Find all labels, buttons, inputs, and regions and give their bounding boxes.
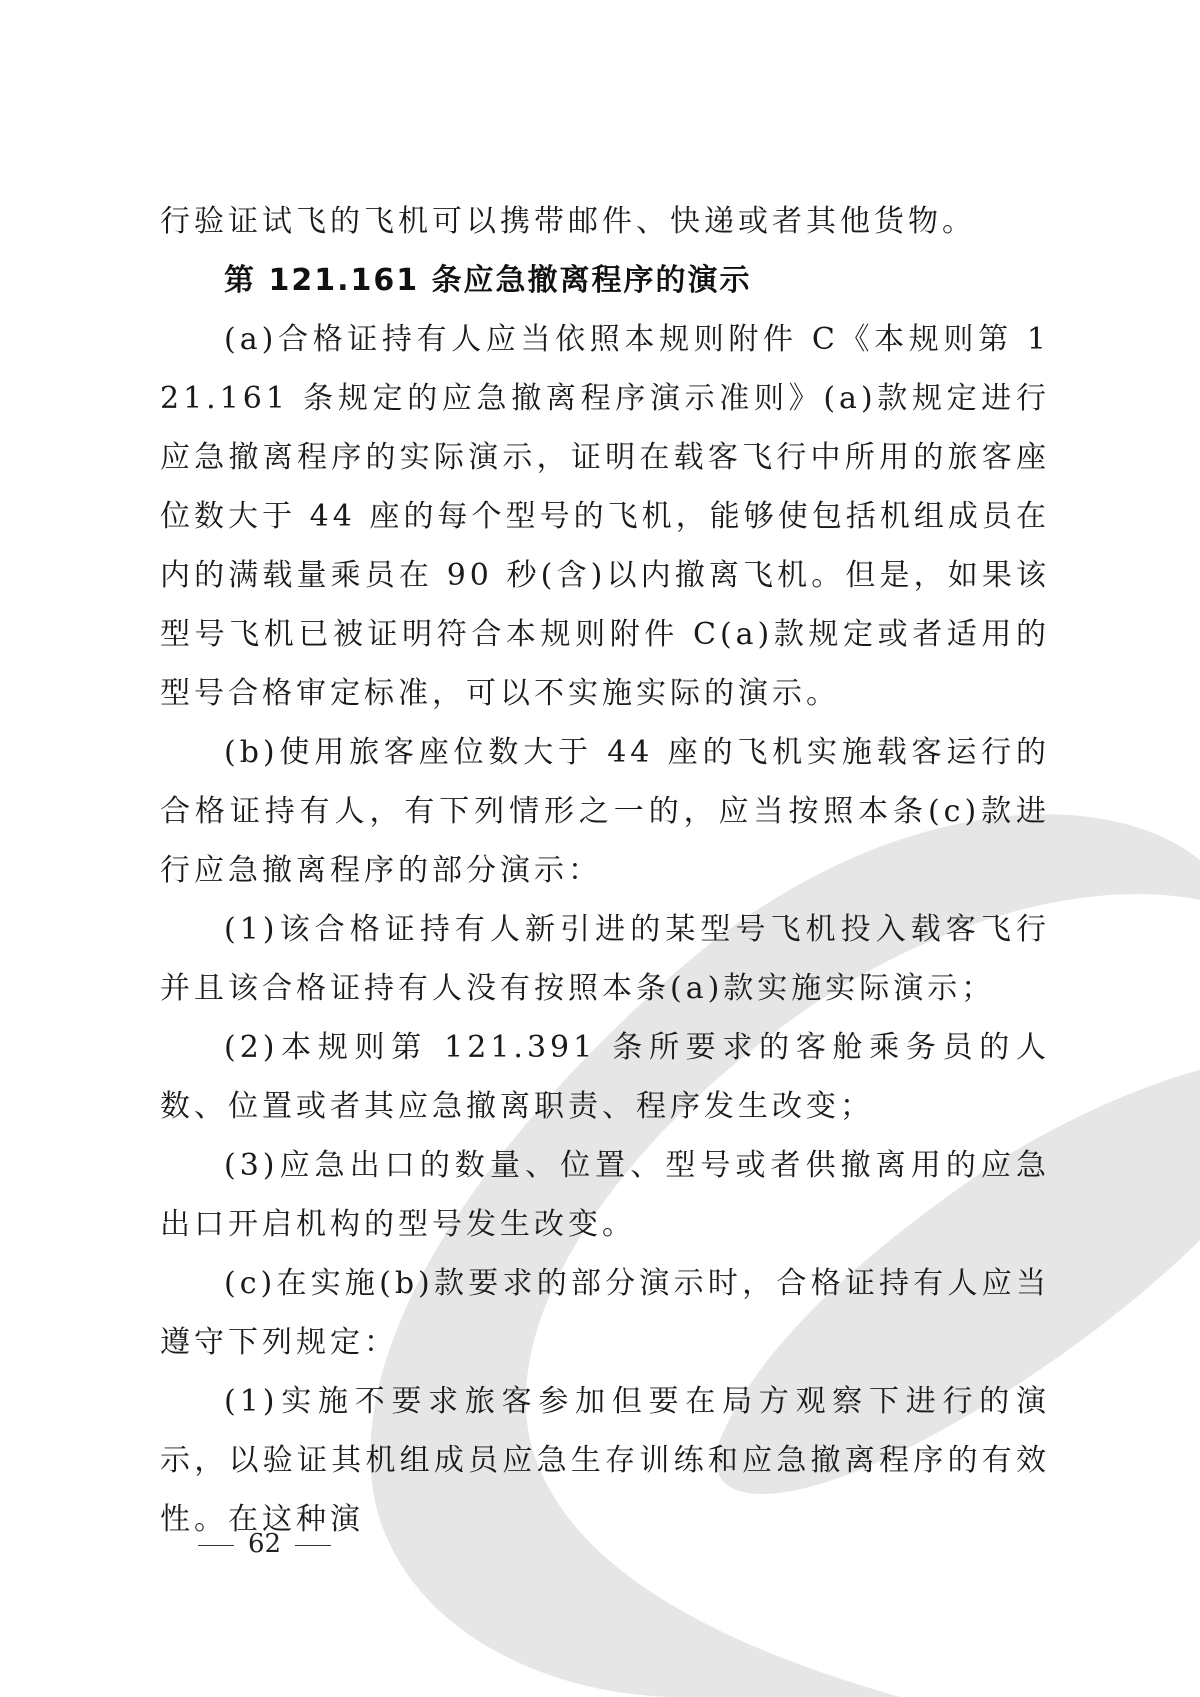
paragraph-c: (c)在实施(b)款要求的部分演示时，合格证持有人应当遵守下列规定： [160,1266,1050,1360]
paragraph-b: (b)使用旅客座位数大于 44 座的飞机实施载客运行的合格证持有人，有下列情形之一的，应当按照本条(c)款进行应急撤离程序的部分演示： [160,735,1050,888]
document-body [160,192,1050,1549]
footer-dash-right [295,1545,331,1546]
footer-dash-left [198,1545,234,1546]
paragraph-b-1: (1)该合格证持有人新引进的某型号飞机投入载客飞行并且该合格证持有人没有按照本条(a)款实施实际演示； [160,912,1050,1006]
paragraph-b-2: (2)本规则第 121.391 条所要求的客舱乘务员的人数、位置或者其应急撤离职责、程序发生改变； [160,1030,1050,1124]
paragraph-b-3: (3)应急出口的数量、位置、型号或者供撤离用的应急出口开启机构的型号发生改变。 [160,1148,1050,1242]
article-heading: 第 121.161 条应急撤离程序的演示 [224,263,752,298]
paragraph-c-1: (1)实施不要求旅客参加但要在局方观察下进行的演示，以验证其机组成员应急生存训练和应急撤离程序的有效性。在这种演 [160,1384,1050,1537]
paragraph-a: (a)合格证持有人应当依照本规则附件 C《本规则第 121.161 条规定的应急撤离程序演示准则》(a)款规定进行应急撤离程序的实际演示，证明在载客飞行中所用的旅客座位数大于 44 座的每个型号的飞机，能够使包括机组成员在内的满载量乘员在 90 秒(含)以内撤离飞机。但是，如果该型号飞机已被证明符合本规则附件 C(a)款规定或者适用的型号合格审定标准，可以不实施实际的演示。 [160,322,1050,711]
continuation-line: 行验证试飞的飞机可以携带邮件、快递或者其他货物。 [160,204,976,239]
page-footer [184,1528,345,1560]
page-number: 62 [248,1529,282,1559]
